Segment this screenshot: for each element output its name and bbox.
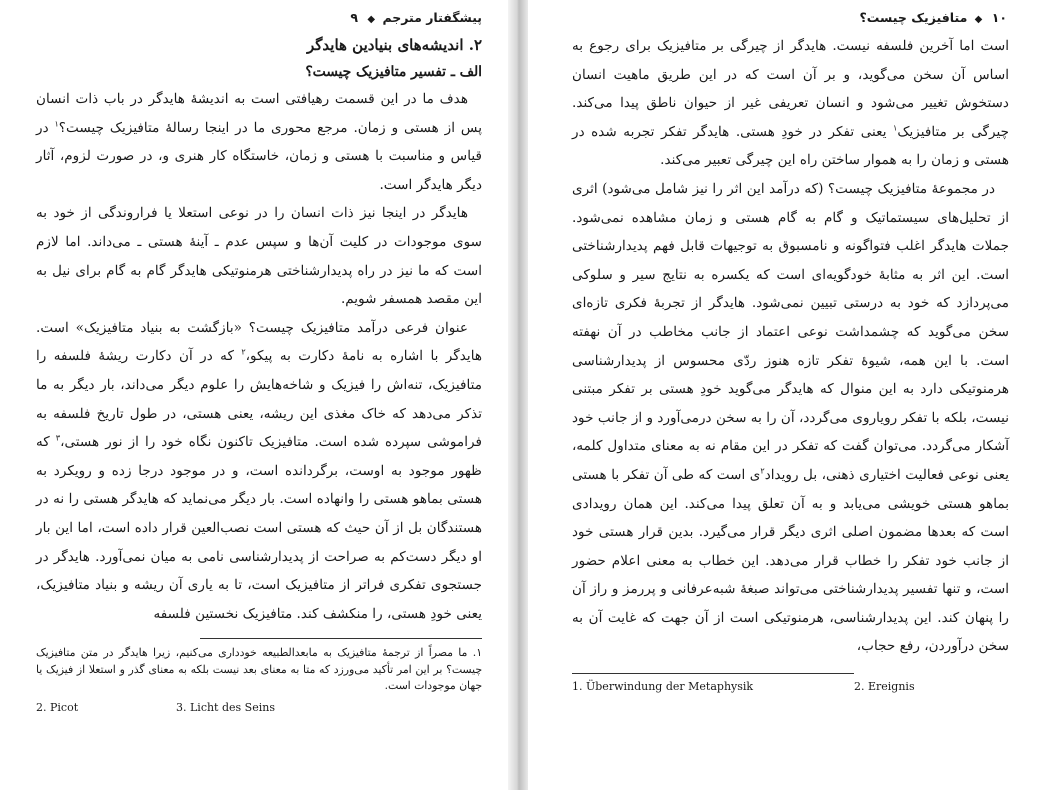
book-gutter	[508, 0, 528, 790]
footnotes-latin	[572, 680, 1009, 693]
footnote: 2. Ereignis	[854, 680, 915, 694]
footnote: 3. Licht des Seins	[176, 700, 275, 714]
section-heading: ۲. اندیشه‌های بنیادین هایدگر	[306, 36, 482, 54]
footnotes-latin	[36, 701, 482, 714]
footnote-divider	[200, 638, 482, 639]
paragraph-text: ی است که طی آن تفکر با هستی بماهو هستی خویشی می‌یابد و به آن تعلق پیدا می‌کند. این همان رویدادی است که بعدها مضمون اصلی اثری دیگر قرار می‌گیرد. بدین قرار هستی خود از جانب خود تفکر را خطاب قرار می‌دهد. این خطاب به معنی اعلام حضور است، و تنها تفسیر پدیدارشناختی می‌تواند صبغهٔ شبه‌عرفانی و پررمز و راز آن را پنهان کند. این پدیدارشناسی، هرمنوتیکی است از آن جهت که غایت آن به سخن درآوردن، رفع حجاب،	[572, 466, 1009, 655]
paragraph	[572, 32, 1009, 175]
paragraph: هایدگر در اینجا نیز ذات انسان را در نوعی استعلا یا فراروندگی از خود به سوی موجودات در کلیت آن‌ها و سپس عدم ـ آینهٔ هستی ـ می‌داند. اما لازم است که ما نیز در راه پدیدارشناختی هرمنوتیکی هایدگر گام به گام برای نیل به این مقصد همسفر شویم.	[36, 205, 482, 308]
footnote: 1. Überwindung der Metaphysik	[572, 680, 754, 694]
right-page	[528, 0, 1037, 790]
left-page	[0, 0, 508, 790]
ornament-diamond-icon: ◆	[367, 14, 376, 25]
running-head-title: متافیزیک چیست؟	[859, 10, 968, 25]
right-body-text	[572, 32, 1009, 661]
paragraph	[572, 175, 1009, 661]
subsection-heading: الف ـ تفسیر متافیزیک چیست؟	[305, 64, 482, 80]
paragraph-text: که در آن دکارت ریشهٔ فلسفه را متافیزیک، تنه‌اش را فیزیک و شاخه‌هایش را علوم دیگر می‌داند، بار دیگر به ما تذکر می‌دهد که خاک مغذی این ریشه، یعنی هستی، در طول تاریخ فلسفه به فراموشی سپرده شده است. متافیزیک تاکنون نگاه خود را از نور هستی،	[36, 348, 482, 451]
paragraph-text: در قیاس و مناسبت با هستی و زمان، خاستگاه کار هنری و، در صورت لزوم، آثار دیگر هایدگر است.	[36, 119, 482, 193]
page-number: ۱۰	[991, 10, 1007, 25]
paragraph	[36, 314, 482, 629]
paragraph-text: در مجموعهٔ متافیزیک چیست؟ (که درآمد این اثر را نیز شامل می‌شود) اثری از تحلیل‌های سیستماتیک و گام به گام هستی و زمان مشاهده نمی‌شود. جملات هایدگر اغلب فتواگونه و نامسبوق به توجیهات قابل فهم پدیدارشناختی است. این اثر به مثابهٔ خودگویه‌ای است که یکسره به نتایج سیر و سلوکی می‌پردازد که خود به درستی تبیین نمی‌شود. هایدگر از تجربهٔ فکری تازه‌ای سخن می‌گوید که چشمداشت نوعی اعتماد از جانب مخاطب در آن نهفته است. با این همه، شیوهٔ تفکر تازه هنوز ردّی محسوس از پدیدارشناسی هرمنوتیکی دارد به این منوال که هایدگر می‌گوید خودِ هستی بر تفکر مبتنی نیست، بلکه با تفکر رویاروی می‌گردد، آن را به سخن درمی‌آورد و از جانب خود آشکار می‌گردد. می‌توان گفت که تفکر در این مقام نه به معنای متداول کلمه، یعنی نوعی فعالیت اختیاری ذهنی، بل رویداد	[572, 180, 1009, 483]
ornament-diamond-icon: ◆	[974, 14, 983, 25]
footnote-marker: ۱	[54, 119, 59, 129]
running-head-title: پیشگفتار مترجم	[382, 10, 482, 25]
paragraph-text: یعنی تفکر در خودِ هستی. هایدگر تفکر تجربه شده در هستی و زمان را به هموار ساختن راه این چیرگی تعبیر می‌کند.	[572, 123, 1009, 169]
paragraph-text: است اما آخرین فلسفه نیست. هایدگر از چیرگی بر متافیزیک برای رجوع به اساس آن سخن می‌گوید، و بر آن است که در این طریق ماهیت انسان دستخوش تغییر می‌شود و انسان تعریفی غیر از حیوان ناطق پیدا می‌کند. چیرگی بر متافیزیک	[572, 38, 1010, 140]
paragraph-text: عنوان فرعی درآمد متافیزیک چیست؟ «بازگشت به بنیاد متافیزیک» است. هایدگر با اشاره به نامهٔ دکارت به پیکو،	[36, 319, 483, 365]
footnote-marker: ۳	[55, 433, 61, 443]
footnote: 2. Picot	[36, 700, 79, 714]
footnote-marker: ۱	[893, 123, 898, 133]
left-running-head	[36, 10, 482, 32]
page-number: ۹	[350, 10, 359, 25]
footnote-divider	[572, 673, 854, 674]
footnote-marker: ۲	[241, 347, 246, 357]
right-running-head	[572, 10, 1009, 32]
footnote-marker: ۲	[760, 466, 765, 476]
paragraph	[36, 85, 482, 199]
left-body-text	[36, 85, 482, 628]
paragraph-text: که ظهور موجود به اوست، برگردانده است، و در موجود درجا زده و رویکرد به هستی بماهو هستی را وانهاده است. بار دیگر می‌نماید که هایدگر هستی را نه در هستندگان بل از آن حیث که هستی است نصب‌العین قرار داده است، اما این بار او دیگر دست‌کم به صراحت از پدیدارشناسی نامی به میان نمی‌آورد. هایدگر در جستجوی تفکری فراتر از متافیزیک است، تا به یاری آن ریشه و بنیاد متافیزیک، یعنی خودِ هستی، را منکشف کند. متافیزیک نخستین فلسفه	[36, 434, 482, 622]
paragraph-text: هدف ما در این قسمت رهیافتی است به اندیشهٔ هایدگر در باب ذات انسان پس از هستی و زمان. مرجع محوری ما در اینجا رسالهٔ متافیزیک چیست؟	[36, 91, 482, 136]
footnote: ۱. ما مصراً از ترجمهٔ متافیزیک به مابعدالطبیعه خودداری می‌کنیم، زیرا هایدگر در متن متافیزیک چیست؟ بر این امر تأکید می‌ورزد که متا به معنای بعد نیست بلکه به معنای گذر و استعلا از فیزیک یا جهان موجودات است.	[36, 646, 482, 693]
